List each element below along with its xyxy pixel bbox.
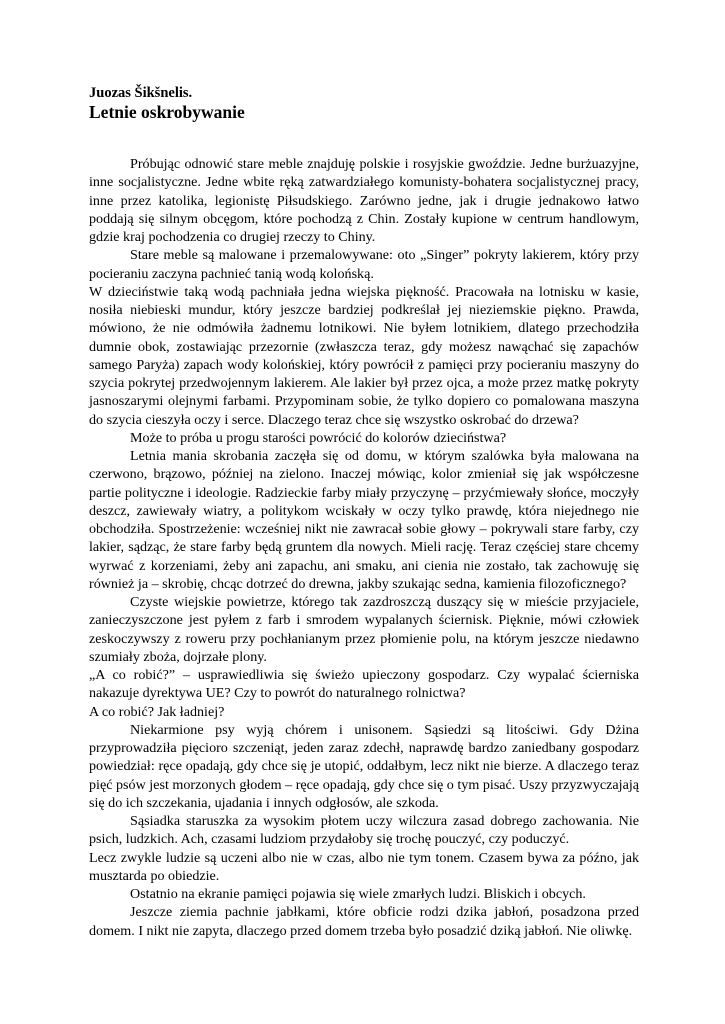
document-title: Letnie oskrobywanie: [89, 102, 245, 122]
paragraph-1: Próbując odnowić stare meble znajduję polskie i rosyjskie gwoździe. Jedne burżuazyjne, inne socjalistyczne. Jedne wbite ręką zatwardziałego komunisty-bohatera socjalistycznej pracy, inne przez katolika, legionistę Piłsudskiego. Zarówno jedne, jak i drugie jednakowo łatwo poddają się silnym obcęgom, które pochodzą z Chin. Zostały kupione w centrum handlowym, gdzie kraj pochodzenia co drugiej rzeczy to Chiny.: [89, 156, 639, 245]
paragraph-2: Stare meble są malowane i przemalowywane: oto „Singer” pokryty lakierem, który przy pocieraniu zaczyna pachnieć tanią wodą kolońską.: [89, 247, 639, 282]
paragraph-7: „A co robić?” – usprawiedliwia się świeżo upieczony gospodarz. Czy wypalać ścierniska nakazuje dyrektywa UE? Czy to powrót do naturalnego rolnictwa?: [89, 667, 639, 702]
paragraph-6: Czyste wiejskie powietrze, którego tak zazdroszczą duszący się w mieście przyjaciele, zanieczyszczone jest pyłem z farb i smrodem wypalanych ściernisk. Pięknie, mówi człowiek zeskoczywszy z roweru przy pochłanianym przez płomienie polu, na którym jeszcze niedawno szumiały zboża, dojrzałe plony.: [89, 594, 639, 665]
paragraph-5: Letnia mania skrobania zaczęła się od domu, w którym szalówka była malowana na czerwono, brązowo, później na zielono. Inaczej mówiąc, kolor zmieniał się jak współczesne partie polityczne i ideologie. Radzieckie farby miały przyczynę – przyćmiewały słońce, moczyły deszcz, zawiewały wiatry, a politykom wciskały w oczy tylko prawdę, która niejednego nie obchodziła. Spostrzeżenie: wcześniej nikt nie zawracał sobie głowy – pokrywali stare farby, czy lakier, sądząc, że stare farby będą gruntem dla nowych. Mieli rację. Teraz częściej stare chcemy wyrwać z korzeniami, żeby ani zapachu, ani smaku, ani cienia nie zostało, tak zachowuję się również ja – skrobię, chcąc dotrzeć do drewna, jakby szukając sedna, kamienia filozoficznego?: [89, 448, 639, 592]
article-body: [89, 155, 639, 940]
paragraph-11: Lecz zwykle ludzie są uczeni albo nie w czas, albo nie tym tonem. Czasem bywa za późno, jak musztarda po obiedzie.: [89, 849, 639, 884]
author-name: Juozas Šikšnelis.: [89, 85, 193, 101]
paragraph-4: Może to próba u progu starości powrócić do kolorów dzieciństwa?: [130, 429, 507, 446]
paragraph-12: Ostatnio na ekranie pamięci pojawia się wiele zmarłych ludzi. Bliskich i obcych.: [130, 886, 586, 902]
paragraph-13: Jeszcze ziemia pachnie jabłkami, które obficie rodzi dzika jabłoń, posadzona przed domem. I nikt nie zapyta, dlaczego przed domem trzeba było posadzić dziką jabłoń. Nie oliwkę.: [89, 904, 639, 939]
paragraph-10: Sąsiadka staruszka za wysokim płotem uczy wilczura zasad dobrego zachowania. Nie psich, ludzkich. Ach, czasami ludziom przydałoby się trochę pouczyć, czy poduczyć.: [89, 813, 639, 848]
paragraph-8: A co robić? Jak ładniej?: [89, 703, 225, 720]
paragraph-9: Niekarmione psy wyją chórem i unisonem. Sąsiedzi są litościwi. Gdy Dżina przyprowadziła pięcioro szczeniąt, jeden zaraz zdechł, naprawdę bardzo zaniedbany gospodarz powiedział: ręce opadają, gdy chce się je utopić, oddałbym, lecz nikt nie bierze. A dlaczego teraz pięć psów jest morzonych głodem – ręce opadają, gdy chce się o tym pisać. Uszy przyzwyczajają się do ich szczekania, ujadania i innych odgłosów, ale szkoda.: [89, 721, 639, 811]
paragraph-3: W dzieciństwie taką wodą pachniała jedna wiejska piękność. Pracowała na lotnisku w kasie, nosiła niebieski mundur, który jeszcze bardziej podkreślał jej nieziemskie piękno. Prawda, mówiono, że nie odmówiła żadnemu lotnikowi. Nie byłem lotnikiem, dlatego przechodziła dumnie obok, zostawiając przezornie (zwłaszcza teraz, gdy możesz nawąchać się zapachów samego Paryża) zapach wody kolońskiej, który powrócił z pamięci przy pocieraniu maszyny do szycia pokrytej przedwojennym lakierem. Ale lakier był przez ojca, a może przez matkę pokryty jasnoszarymi olejnymi farbami. Przypominam sobie, że tylko dopiero co pomalowana maszyna do szycia cieszyła oczy i serce. Dlaczego teraz chce się wszystko oskrobać do drzewa?: [89, 283, 639, 428]
